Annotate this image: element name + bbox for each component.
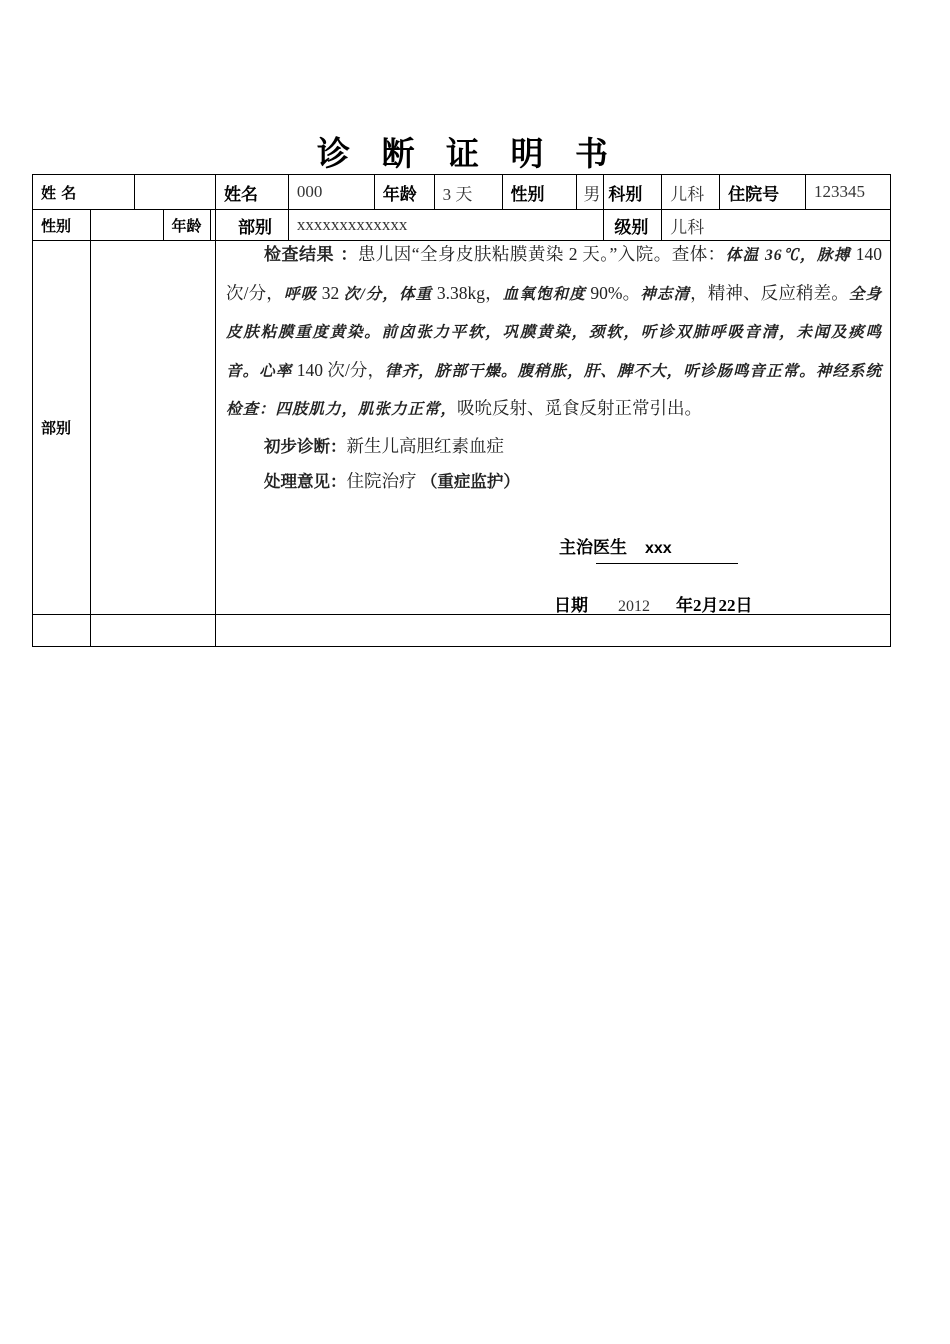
name-value: 000 (288, 175, 374, 210)
date-month-unit: 月 (701, 596, 719, 616)
treatment-label: 处理意见： (264, 471, 347, 491)
doctor-label: 主治医生 (559, 538, 627, 558)
date-month: 2 (693, 596, 702, 615)
exam-text: ，精神、反应稍差。 (690, 282, 849, 303)
date-year: 2012 (618, 598, 650, 615)
exam-text: 呼吸 (283, 285, 318, 303)
exam-text: 140 次/分， (292, 359, 386, 380)
stub-gender-value (91, 210, 164, 241)
treatment-value: 住院治疗 (346, 470, 421, 491)
stub-footer-left (33, 615, 91, 647)
table-footer-row (216, 615, 891, 647)
stub-gender-label: 性别 (33, 210, 91, 241)
date-year-unit: 年 (676, 596, 693, 616)
exam-text: 律齐，脐部干燥。腹稍胀，肝、脾不大，听诊肠鸣音正常。神经系统检查：四肢肌力，肌张力正常， (226, 362, 882, 418)
stub-dept-value (91, 241, 216, 615)
level-label: 级别 (604, 210, 662, 241)
exam-text: 90%。 (585, 282, 641, 303)
diagnosis-table (215, 174, 891, 647)
date-day: 22 (718, 596, 736, 615)
exam-text: 32 (317, 282, 344, 303)
gender-label: 性别 (502, 175, 577, 210)
stub-age-label: 年龄 (163, 210, 216, 241)
doctor-line (559, 533, 672, 558)
stub-footer-right (91, 615, 216, 647)
treatment-note: （重症监护） (420, 471, 520, 491)
date-line (554, 591, 753, 616)
stub-table (32, 174, 216, 647)
diagnosis-label: 初步诊断： (264, 436, 347, 456)
unit-label: 部别 (216, 210, 289, 241)
treatment-line (216, 464, 890, 499)
exam-text: 血氧饱和度 (502, 285, 586, 303)
admission-number-value: 123345 (806, 175, 891, 210)
diagnosis-value: 新生儿高胆红素血症 (346, 435, 504, 456)
level-value: 儿科 (662, 210, 891, 241)
document-title: 诊 断 证 明 书 (317, 134, 618, 173)
department-label: 科别 (604, 175, 662, 210)
exam-text: 体温 36℃，脉搏 (725, 247, 851, 264)
exam-text: 3.38kg， (432, 282, 503, 303)
exam-text: 神志清 (640, 285, 691, 303)
exam-text: 患儿因“全身皮肤粘膜黄染 2 天。”入院。查体： (357, 244, 726, 264)
stub-age-value (186, 209, 211, 241)
name-label: 姓名 (216, 175, 289, 210)
signature-line (596, 563, 738, 564)
admission-number-label: 住院号 (720, 175, 806, 210)
exam-text: 吸吮反射、觅食反射正常引出。 (457, 398, 703, 418)
gender-value: 男 (577, 175, 604, 210)
doctor-name: xxx (645, 540, 672, 557)
age-label: 年龄 (374, 175, 434, 210)
exam-text: 次/分，体重 (343, 285, 433, 303)
diagnosis-line (216, 429, 890, 464)
stub-dept-label: 部别 (33, 241, 91, 615)
exam-section (216, 241, 891, 615)
department-value: 儿科 (662, 175, 720, 210)
date-day-unit: 日 (735, 596, 753, 616)
stub-name-label: 姓 名 (33, 175, 135, 210)
exam-text: 140 次/分， (226, 244, 882, 303)
stub-name-value (135, 175, 216, 210)
exam-label: 检查结果 ： (264, 245, 358, 265)
unit-value: xxxxxxxxxxxxx (288, 210, 603, 241)
exam-paragraph (216, 236, 890, 429)
exam-text: 全身皮肤粘膜重度黄染。前囟张力平软，巩膜黄染，颈软，听诊双肺呼吸音清，未闻及痰鸣音。心率 (226, 285, 882, 380)
age-value: 3 天 (434, 175, 502, 210)
date-label: 日期 (554, 596, 588, 616)
